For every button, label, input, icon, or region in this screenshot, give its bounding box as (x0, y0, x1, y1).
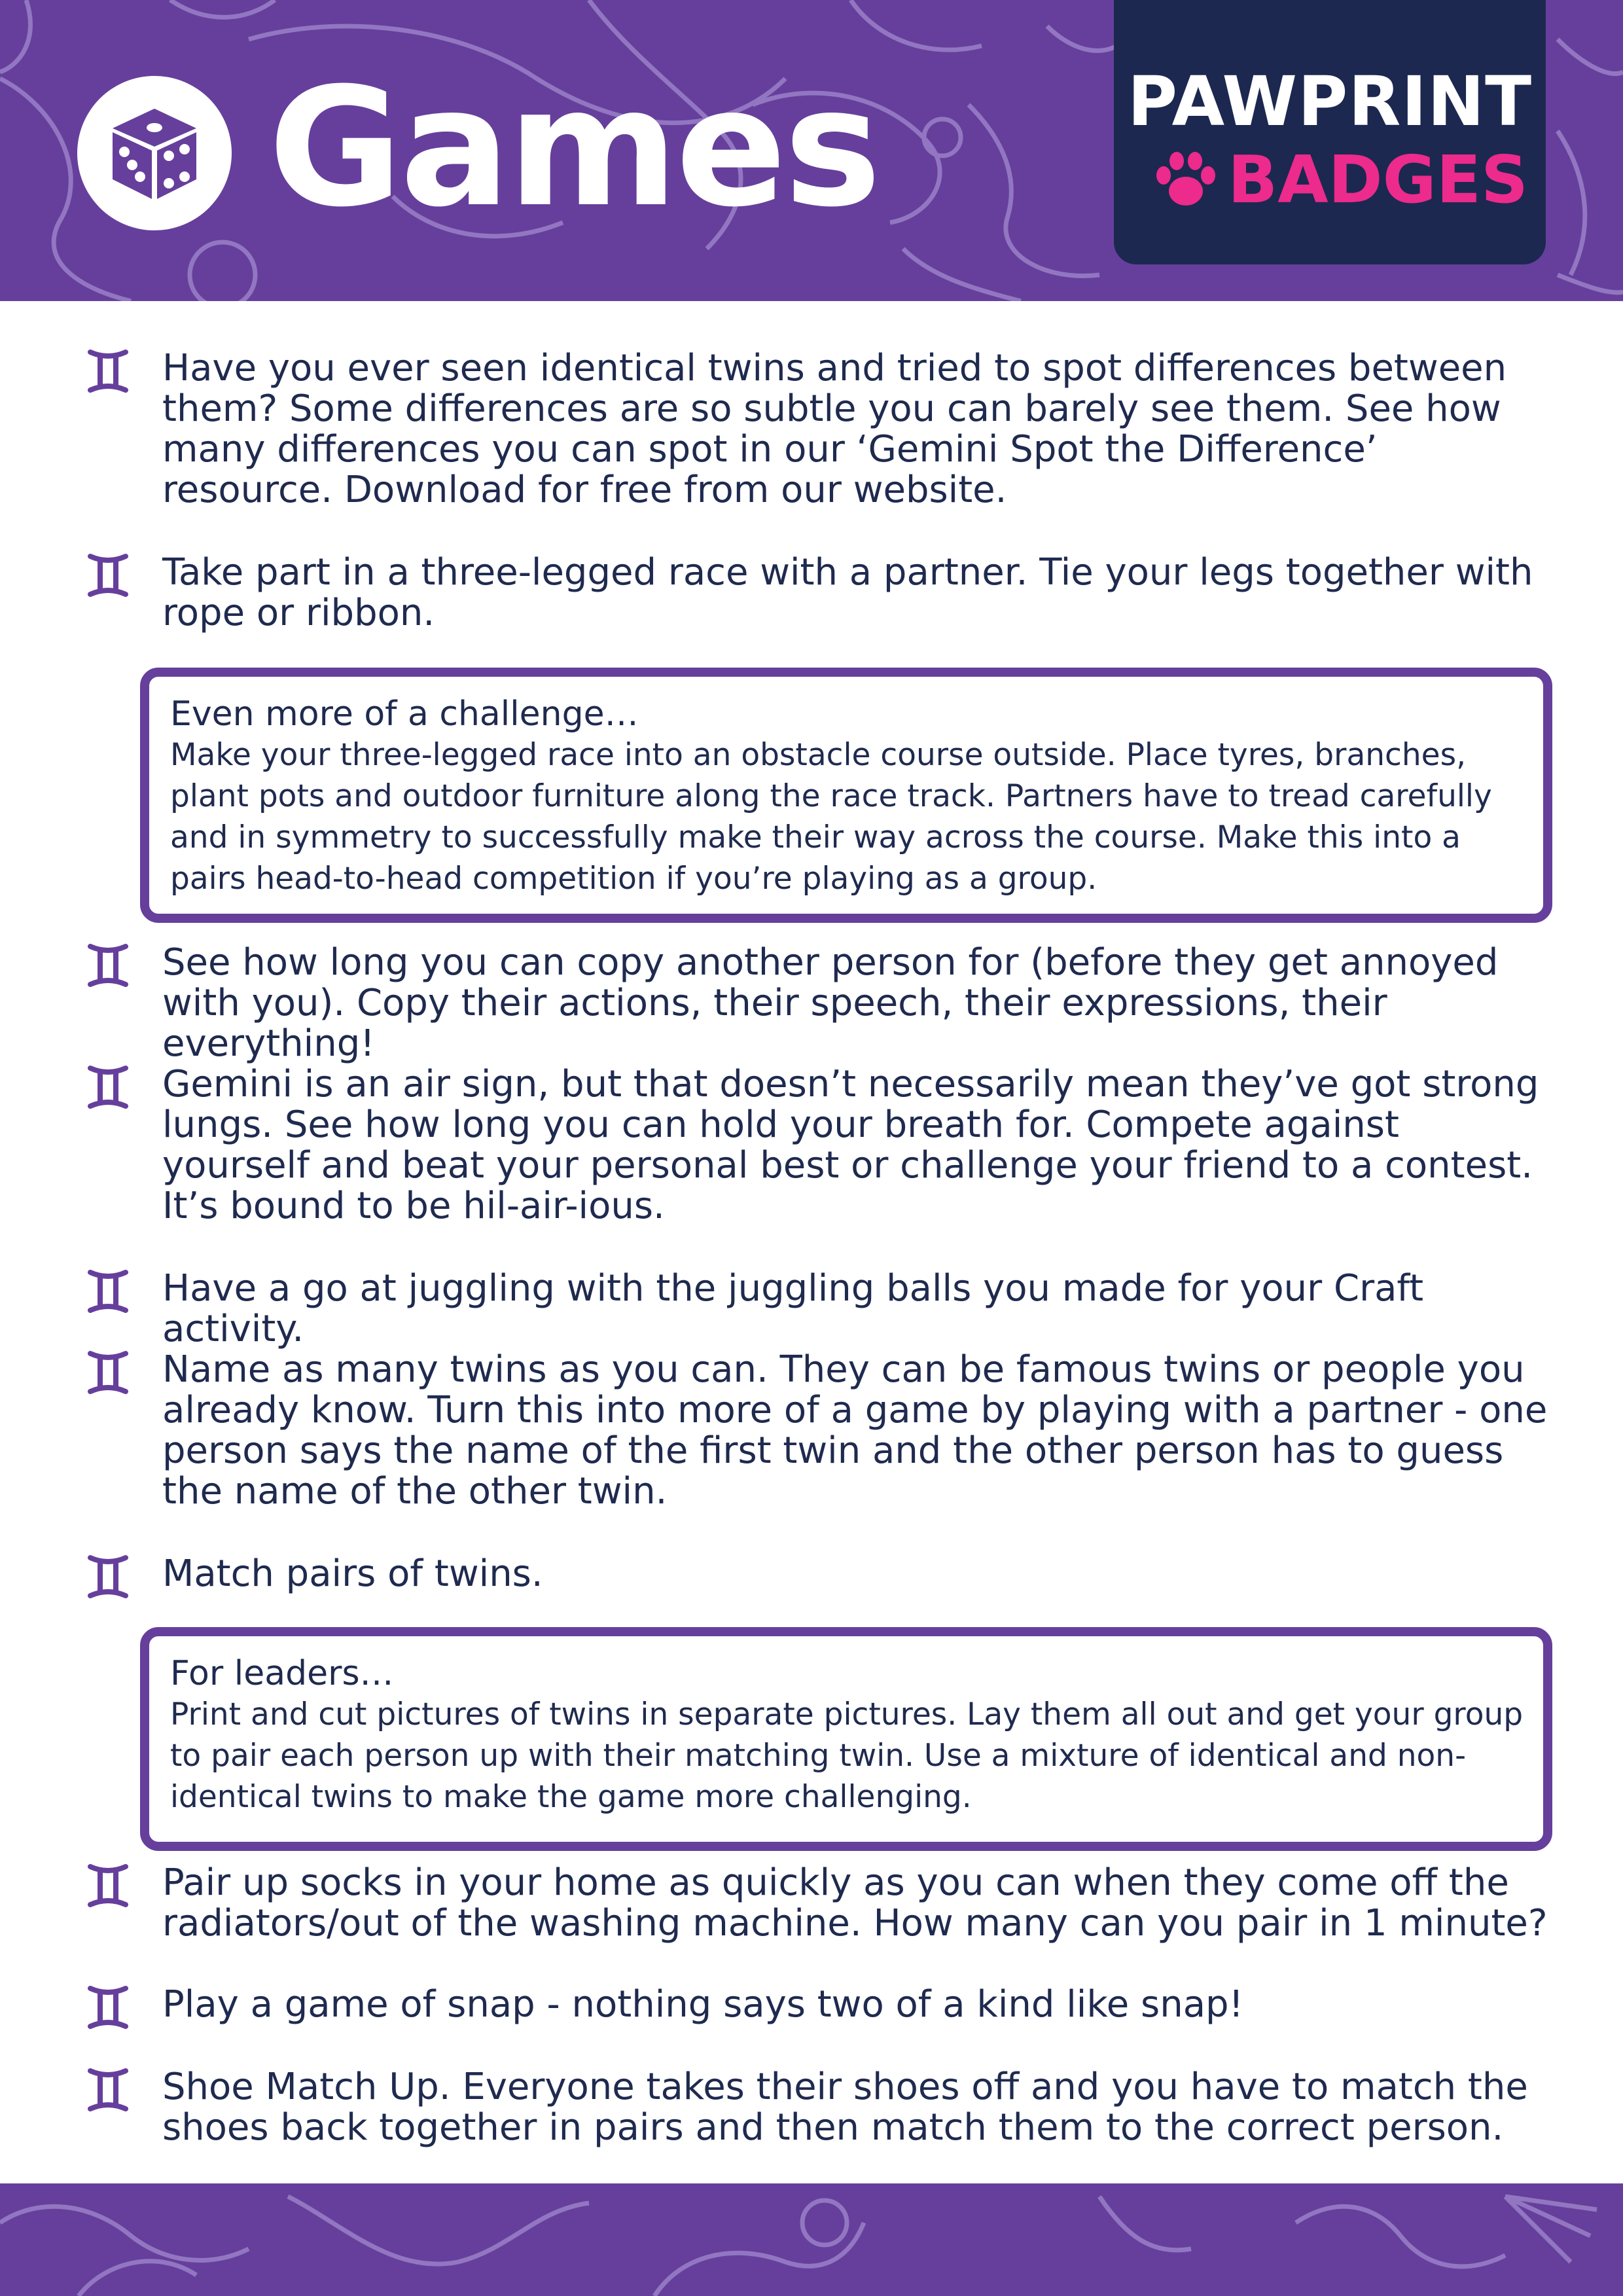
item-text: Gemini is an air sign, but that doesn’t necessarily mean they’ve got strong lungs. See how long you can hold your breath for. Compete against yourself and beat your personal best or challenge your friend to a contest. It’s bound to be hil-air-ious. (162, 1063, 1539, 1227)
box-title: For leaders… (170, 1654, 394, 1693)
gemini-symbol-icon (88, 1350, 128, 1395)
gemini-symbol-icon (88, 1554, 128, 1600)
paw-icon (1153, 151, 1219, 209)
gemini-symbol-icon (88, 942, 128, 988)
dice-icon (105, 103, 204, 203)
item-text: Shoe Match Up. Everyone takes their shoes off and you have to match the shoes back together in pairs and then match them to the correct person. (162, 2066, 1528, 2149)
item-text: Have you ever seen identical twins and tried to spot differences between them? Some differences are so subtle you can barely see them. See how many differences you can spot in our ‘Gemini Spot the Difference’ resource. Download for free from our website. (162, 347, 1507, 511)
item-text: Take part in a three-legged race with a partner. Tie your legs together with rope or ribbon. (162, 551, 1533, 634)
item-text: See how long you can copy another person for (before they get annoyed with you). Copy their actions, their speech, their expressions, their everything! (162, 941, 1499, 1065)
gemini-symbol-icon (88, 1064, 128, 1110)
box-text: Make your three-legged race into an obstacle course outside. Place tyres, branches, plant pots and outdoor furniture along the race track. Partners have to tread carefully and in symmetry to successfully make their way across the course. Make this into a pairs head-to-head competition if you’re playing as a group. (170, 737, 1492, 897)
box-title: Even more of a challenge… (170, 694, 639, 734)
header-banner (0, 0, 1623, 301)
item-text: Have a go at juggling with the juggling balls you made for your Craft activity. (162, 1267, 1424, 1350)
box-text: Print and cut pictures of twins in separate pictures. Lay them all out and get your group to pair each person up with their matching twin. Use a mixture of identical and non-identical twins to make the game more challenging. (170, 1696, 1524, 1815)
item-text: Pair up socks in your home as quickly as you can when they come off the radiators/out of the washing machine. How many can you pair in 1 minute? (162, 1861, 1548, 1945)
leaders-box (140, 1627, 1552, 1851)
dice-badge (77, 76, 232, 230)
challenge-box (140, 668, 1552, 923)
logo-line1: PAWPRINT (1127, 62, 1533, 141)
gemini-symbol-icon (88, 1984, 128, 2030)
item-text: Play a game of snap - nothing says two of a kind like snap! (162, 1983, 1244, 2026)
logo-line2-row (1153, 141, 1529, 218)
gemini-symbol-icon (88, 348, 128, 394)
item-text: Match pairs of twins. (162, 1552, 543, 1595)
pawprint-badges-logo (1114, 0, 1546, 264)
footer-decoration (0, 2183, 1623, 2296)
footer-banner (0, 2183, 1623, 2296)
gemini-symbol-icon (88, 2067, 128, 2113)
gemini-symbol-icon (88, 1863, 128, 1909)
gemini-symbol-icon (88, 552, 128, 598)
item-text: Name as many twins as you can. They can be famous twins or people you already know. Turn this into more of a game by playing with a partner - one person says the name of the first twin and the other person has to guess the name of the other twin. (162, 1348, 1548, 1513)
gemini-symbol-icon (88, 1268, 128, 1314)
page-title: Games (268, 52, 879, 243)
logo-line2: BADGES (1228, 141, 1529, 218)
